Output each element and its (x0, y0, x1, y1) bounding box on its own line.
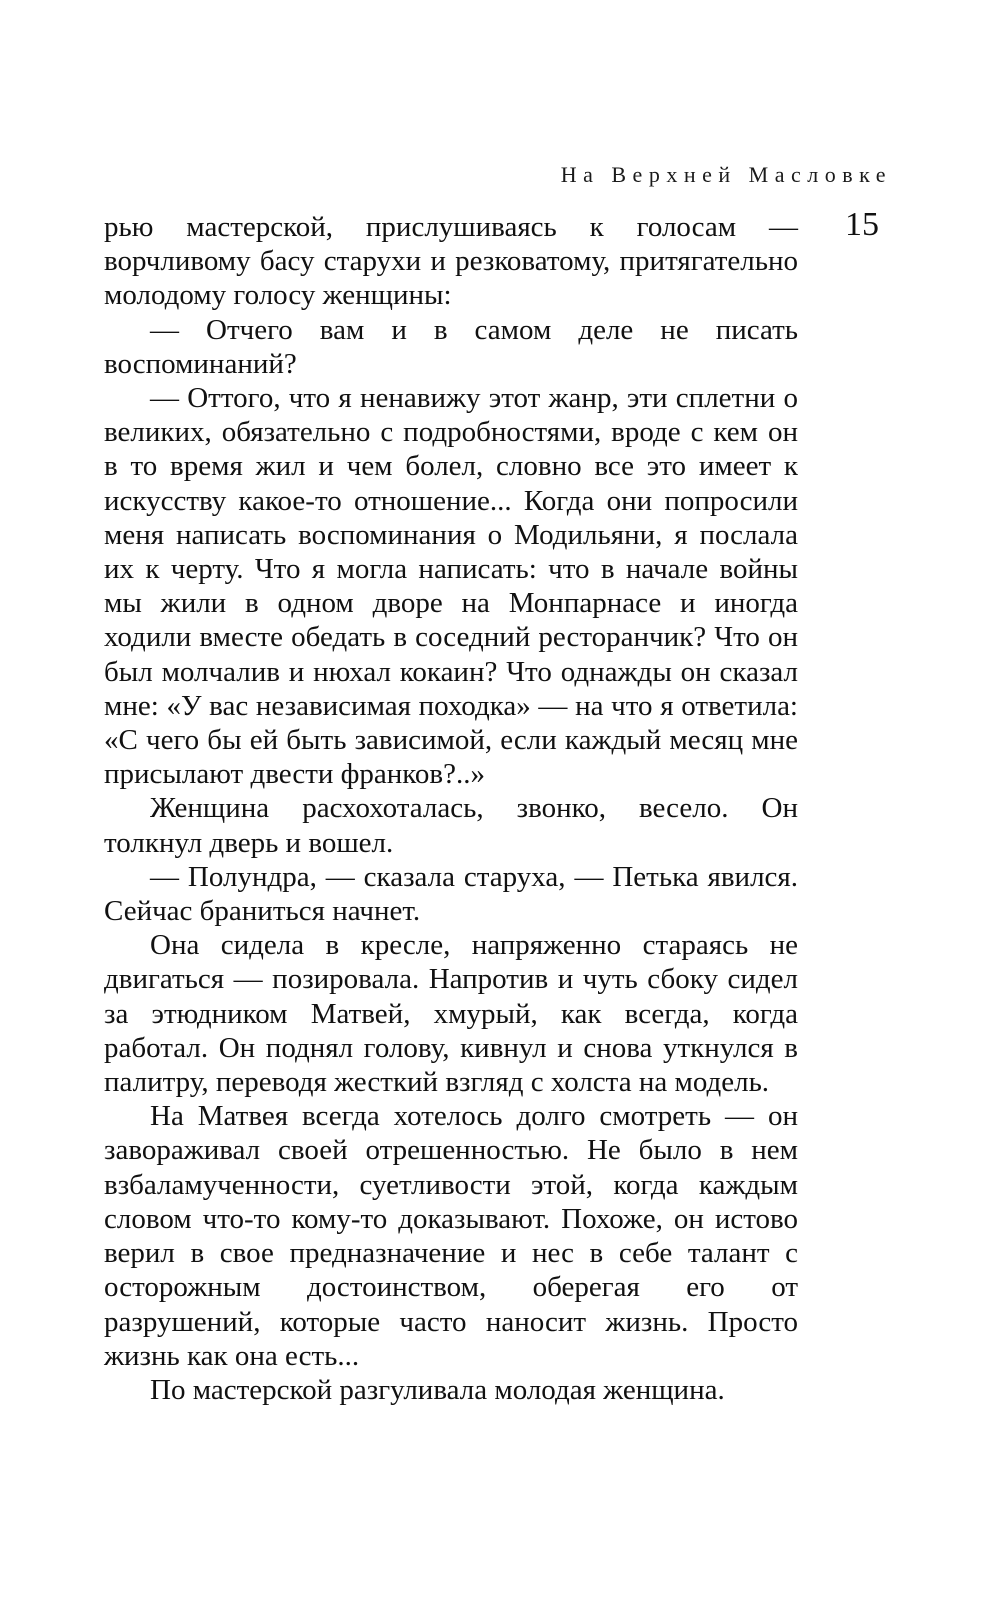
paragraph: — Полундра, — сказала старуха, — Петька явился. Сейчас браниться начнет. (104, 860, 798, 928)
paragraph: Женщина расхохоталась, звонко, весело. Он толкнул дверь и вошел. (104, 792, 798, 859)
paragraph: На Матвея всегда хотелось долго смотреть — он завораживал своей отрешенностью. Не было в нем взбаламученности, суетливости этой, когда каждым словом что-то кому-то доказывают. Похоже, он истово верил в свое предназначение и нес в себе талант с осторожным достоинством, оберегая его от разрушений, которые часто наносит жизнь. Просто жизнь как она есть... (104, 1100, 798, 1372)
body-text (104, 210, 798, 1407)
paragraph: Она сидела в кресле, напряженно стараясь не двигаться — позировала. Напротив и чуть сбоку сидел за этюдником Матвей, хмурый, как всегда, когда работал. Он поднял голову, кивнул и снова уткнулся в палитру, переводя жесткий взгляд с холста на модель. (104, 929, 798, 1099)
running-title: На Верхней Масловке (560, 162, 892, 187)
page-number: 15 (845, 206, 879, 243)
paragraph: — Отчего вам и в самом деле не писать воспоминаний? (104, 313, 798, 380)
paragraph: — Оттого, что я ненавижу этот жанр, эти сплетни о великих, обязательно с подробностями, вроде с кем он в то время жил и чем болел, словно все это имеет к искусству какое-то отношение... Когда они попросили меня написать воспоминания о Модильяни, я послала их к черту. Что я могла написать: что в начале войны мы жили в одном дворе на Монпарнасе и иногда ходили вместе обедать в соседний ресторанчик? Что он был молчалив и нюхал кокаин? Что однажды он сказал мне: «У вас независимая походка» — на что я ответила: «С чего бы ей быть зависимой, если каждый месяц мне присылают двести франков?..» (104, 382, 798, 791)
paragraph: По мастерской разгуливала молодая женщина. (150, 1373, 725, 1406)
paragraph: рью мастерской, прислушиваясь к голосам — ворчливому басу старухи и резковатому, притягательно молодому голосу женщины: (104, 211, 798, 312)
